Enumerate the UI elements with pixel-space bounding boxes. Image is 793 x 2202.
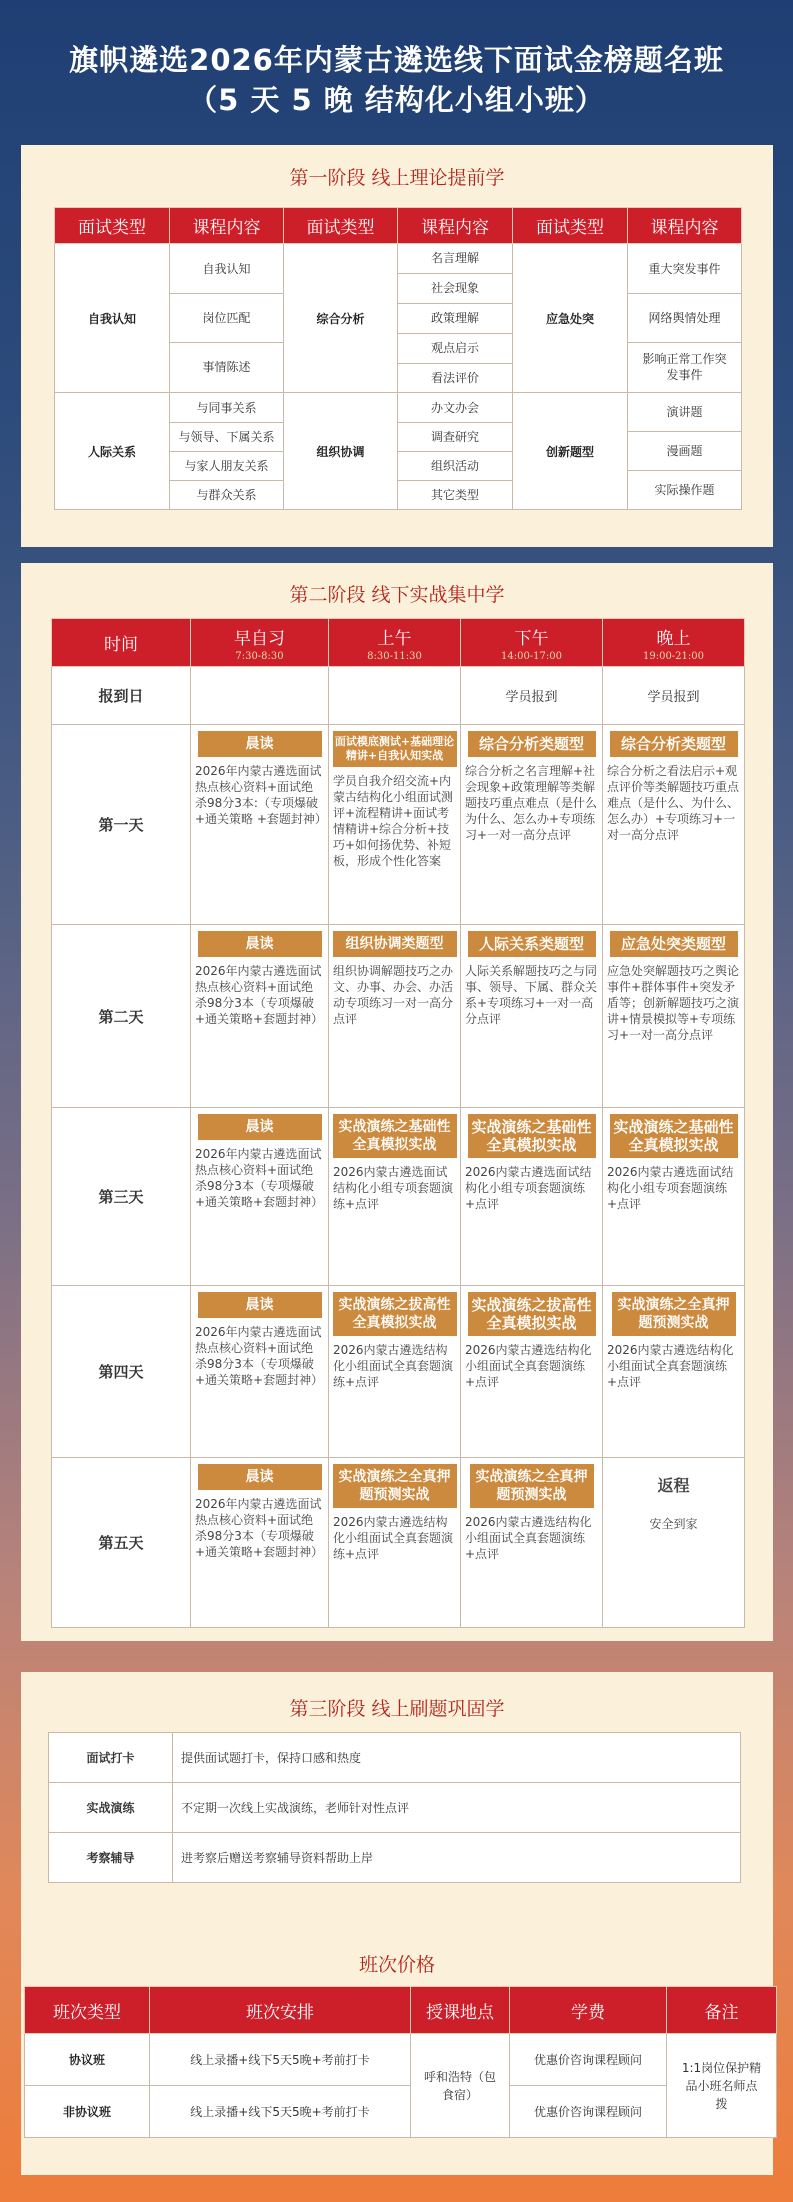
session-tag: 实战演练之拔高性全真模拟实战 xyxy=(333,1292,457,1336)
day-label: 第二天 xyxy=(52,925,191,1108)
p1-item: 影响正常工作突发事件 xyxy=(642,352,727,382)
price-head: 备注 xyxy=(667,1987,777,2034)
slot-cell xyxy=(191,925,329,1108)
session-tag: 组织协调类题型 xyxy=(333,931,457,957)
page-subtitle: （5 天 5 晚 结构化小组小班） xyxy=(188,83,605,117)
phase2-panel xyxy=(21,563,773,1641)
p1-item: 名言理解 xyxy=(398,244,512,274)
session-text: 2026内蒙古遴选结构化小组面试全真套题演练+点评 xyxy=(465,1515,592,1561)
p1-items-cell xyxy=(628,244,742,393)
slot-cell xyxy=(461,1458,603,1628)
session-tag: 晨读 xyxy=(198,1114,322,1140)
p1-item: 网络舆情处理 xyxy=(628,294,741,343)
slot-cell xyxy=(329,1458,461,1628)
session-tag: 实战演练之基础性全真模拟实战 xyxy=(610,1114,738,1158)
price-table xyxy=(24,1986,777,2138)
p1-type-cell: 人际关系 xyxy=(55,393,170,510)
slot-cell xyxy=(461,1286,603,1458)
session-tag: 返程 xyxy=(657,1476,690,1495)
phase1-table xyxy=(54,207,742,510)
p1-items-cell xyxy=(628,393,742,510)
p1-head-type: 面试类型 xyxy=(513,208,628,244)
p1-item: 与家人朋友关系 xyxy=(170,452,283,481)
p1-item: 实际操作题 xyxy=(654,483,715,497)
slot-cell xyxy=(329,925,461,1108)
session-text: 2026年内蒙古遴选面试热点核心资料+面试绝杀98分3本（专项爆破+通关策略+套题封神） xyxy=(195,1147,324,1209)
slot-cell xyxy=(329,725,461,925)
p1-type-cell: 创新题型 xyxy=(513,393,628,510)
p3-label: 考察辅导 xyxy=(49,1833,173,1883)
p1-item: 办文办会 xyxy=(398,394,512,423)
slot-cell xyxy=(461,925,603,1108)
p1-item: 演讲题 xyxy=(628,393,741,432)
class-type: 协议班 xyxy=(25,2034,150,2086)
session-text: 2026年内蒙古遴选面试热点核心资料+面试绝杀98分3本:（专项爆破+通关策略 +套题封神） xyxy=(195,764,327,826)
class-arrangement: 线上录播+线下5天5晚+考前打卡 xyxy=(150,2086,411,2138)
p1-item: 与群众关系 xyxy=(196,487,257,502)
page-header xyxy=(0,40,793,120)
slot-cell xyxy=(603,1458,745,1628)
p1-item: 与同事关系 xyxy=(170,394,283,423)
col-morning-study: 早自习 7:30-8:30 xyxy=(191,619,329,667)
p1-head-content: 课程内容 xyxy=(170,208,284,244)
p1-item: 其它类型 xyxy=(430,487,479,502)
class-type: 非协议班 xyxy=(25,2086,150,2138)
price-panel xyxy=(21,1930,773,2175)
session-text: 学员自我介绍交流+内蒙古结构化小组面试测评+流程精讲+面试考情精讲+综合分析+技巧+如何扬优势、补短板，形成个性化答案 xyxy=(333,774,454,868)
day-label: 报到日 xyxy=(52,667,191,725)
class-arrangement: 线上录播+线下5天5晚+考前打卡 xyxy=(150,2034,411,2086)
phase3-panel xyxy=(21,1672,773,1957)
price-title: 班次价格 xyxy=(358,1954,435,1976)
session-tag: 面试模底测试+基础理论精讲+自我认知实战 xyxy=(333,731,457,767)
slot-cell xyxy=(461,725,603,925)
p1-items-cell xyxy=(398,244,513,393)
session-text: 2026内蒙古遴选结构化小组面试全真套题演练+点评 xyxy=(465,1343,592,1389)
p1-head-content: 课程内容 xyxy=(398,208,513,244)
session-text: 综合分析之名言理解+社会现象+政策理解等类解题技巧重点难点（是什么为什么、怎么办+专项练习+一对一高分点评 xyxy=(465,764,598,842)
class-fee: 优惠价咨询课程顾问 xyxy=(510,2086,667,2138)
day-label: 第一天 xyxy=(52,725,191,925)
p1-head-content: 课程内容 xyxy=(628,208,742,244)
price-head: 班次安排 xyxy=(150,1987,411,2034)
session-tag: 实战演练之基础性全真模拟实战 xyxy=(333,1114,457,1158)
checkin-cell: 学员报到 xyxy=(603,667,745,725)
col-morning: 上午 8:30-11:30 xyxy=(329,619,461,667)
session-tag: 应急处突类题型 xyxy=(610,931,738,957)
empty-cell xyxy=(329,667,461,725)
p1-item: 社会现象 xyxy=(398,274,512,304)
session-text: 2026内蒙古遴选结构化小组面试全真套题演练+点评 xyxy=(333,1343,454,1389)
session-text: 人际关系解题技巧之与同事、领导、下属、群众关系+专项练习+一对一高分点评 xyxy=(465,964,598,1026)
class-location: 呼和浩特（包食宿） xyxy=(411,2034,510,2138)
phase1-title: 第一阶段 线上理论提前学 xyxy=(289,167,505,189)
session-tag: 实战演练之全真押题预测实战 xyxy=(470,1464,594,1508)
p3-text: 进考察后赠送考察辅导资料帮助上岸 xyxy=(173,1833,741,1883)
p1-item: 看法评价 xyxy=(430,371,479,385)
col-afternoon: 下午 14:00-17:00 xyxy=(461,619,603,667)
session-text: 安全到家 xyxy=(649,1517,698,1531)
p1-item: 漫画题 xyxy=(628,432,741,471)
p3-label: 面试打卡 xyxy=(49,1733,173,1783)
p1-item: 岗位匹配 xyxy=(170,294,283,343)
session-tag: 综合分析类题型 xyxy=(468,731,596,757)
slot-cell xyxy=(461,1108,603,1286)
p1-head-type: 面试类型 xyxy=(55,208,170,244)
p1-item: 组织活动 xyxy=(398,452,512,481)
session-tag: 晨读 xyxy=(198,1464,322,1490)
session-text: 2026年内蒙古遴选面试热点核心资料+面试绝杀98分3本（专项爆破+通关策略+套题封神） xyxy=(195,1325,324,1387)
slot-cell xyxy=(191,1286,329,1458)
session-text: 综合分析之看法启示+观点评价等类解题技巧重点难点（是什么、为什么、怎么办）+专项练习+一对一高分点评 xyxy=(607,764,740,842)
session-text: 2026内蒙古遴选结构化小组面试全真套题演练+点评 xyxy=(607,1343,734,1389)
phase2-title: 第二阶段 线下实战集中学 xyxy=(289,584,505,606)
session-tag: 实战演练之拔高性全真模拟实战 xyxy=(468,1292,596,1336)
day-label: 第四天 xyxy=(52,1286,191,1458)
p1-item: 事情陈述 xyxy=(202,360,251,374)
p1-item: 调查研究 xyxy=(398,423,512,452)
col-time: 时间 xyxy=(52,619,191,667)
slot-cell xyxy=(329,1286,461,1458)
slot-cell xyxy=(329,1108,461,1286)
empty-cell xyxy=(191,667,329,725)
session-tag: 实战演练之全真押题预测实战 xyxy=(612,1292,736,1336)
slot-cell xyxy=(603,1286,745,1458)
p1-item: 重大突发事件 xyxy=(628,245,741,294)
col-evening: 晚上 19:00-21:00 xyxy=(603,619,745,667)
price-head: 班次类型 xyxy=(25,1987,150,2034)
price-head: 学费 xyxy=(510,1987,667,2034)
class-fee: 优惠价咨询课程顾问 xyxy=(510,2034,667,2086)
session-tag: 晨读 xyxy=(198,931,322,957)
p1-item: 自我认知 xyxy=(170,245,283,294)
session-text: 2026内蒙古遴选结构化小组面试全真套题演练+点评 xyxy=(333,1515,454,1561)
p1-item: 与领导、下属关系 xyxy=(170,423,283,452)
p1-type-cell: 自我认知 xyxy=(55,244,170,393)
session-text: 2026年内蒙古遴选面试热点核心资料+面试绝杀98分3本（专项爆破+通关策略+套题封神） xyxy=(195,964,324,1026)
p1-type-cell: 综合分析 xyxy=(284,244,398,393)
p1-type-cell: 组织协调 xyxy=(284,393,398,510)
session-text: 2026内蒙古遴选面试结构化小组专项套题演练+点评 xyxy=(607,1165,734,1211)
p3-text: 提供面试题打卡，保持口感和热度 xyxy=(173,1733,741,1783)
p1-item: 政策理解 xyxy=(398,304,512,334)
slot-cell xyxy=(603,1108,745,1286)
session-text: 应急处突解题技巧之舆论事件+群体事件+突发矛盾等；创新解题技巧之演讲+情景模拟等+专项练习+一对一高分点评 xyxy=(607,964,740,1042)
session-text: 2026年内蒙古遴选面试热点核心资料+面试绝杀98分3本（专项爆破+通关策略+套题封神） xyxy=(195,1497,324,1559)
class-note: 1:1岗位保护精品小班名师点拨 xyxy=(667,2034,777,2138)
day-label: 第三天 xyxy=(52,1108,191,1286)
session-text: 2026内蒙古遴选面试结构化小组专项套题演练+点评 xyxy=(333,1165,454,1211)
session-tag: 实战演练之基础性全真模拟实战 xyxy=(468,1114,596,1158)
session-tag: 实战演练之全真押题预测实战 xyxy=(333,1464,457,1508)
p1-items-cell xyxy=(398,393,513,510)
phase3-table xyxy=(48,1732,741,1883)
page-title: 旗帜遴选2026年内蒙古遴选线下面试金榜题名班 xyxy=(69,43,724,77)
p1-head-type: 面试类型 xyxy=(284,208,398,244)
p3-label: 实战演练 xyxy=(49,1783,173,1833)
session-tag: 晨读 xyxy=(198,731,322,757)
slot-cell xyxy=(191,1108,329,1286)
slot-cell xyxy=(603,725,745,925)
session-tag: 综合分析类题型 xyxy=(610,731,738,757)
p1-item: 观点启示 xyxy=(398,334,512,364)
p1-items-cell xyxy=(170,244,284,393)
session-tag: 人际关系类题型 xyxy=(468,931,596,957)
day-label: 第五天 xyxy=(52,1458,191,1628)
session-text: 组织协调解题技巧之办文、办事、办会、办活动专项练习一对一高分点评 xyxy=(333,964,454,1026)
p1-type-cell: 应急处突 xyxy=(513,244,628,393)
session-text: 2026内蒙古遴选面试结构化小组专项套题演练+点评 xyxy=(465,1165,592,1211)
checkin-cell: 学员报到 xyxy=(461,667,603,725)
price-head: 授课地点 xyxy=(411,1987,510,2034)
phase1-panel xyxy=(21,145,773,547)
slot-cell xyxy=(603,925,745,1108)
p1-items-cell xyxy=(170,393,284,510)
slot-cell xyxy=(191,725,329,925)
phase3-title: 第三阶段 线上刷题巩固学 xyxy=(289,1698,505,1720)
schedule-table xyxy=(51,618,745,1628)
slot-cell xyxy=(191,1458,329,1628)
p3-text: 不定期一次线上实战演练，老师针对性点评 xyxy=(173,1783,741,1833)
session-tag: 晨读 xyxy=(198,1292,322,1318)
